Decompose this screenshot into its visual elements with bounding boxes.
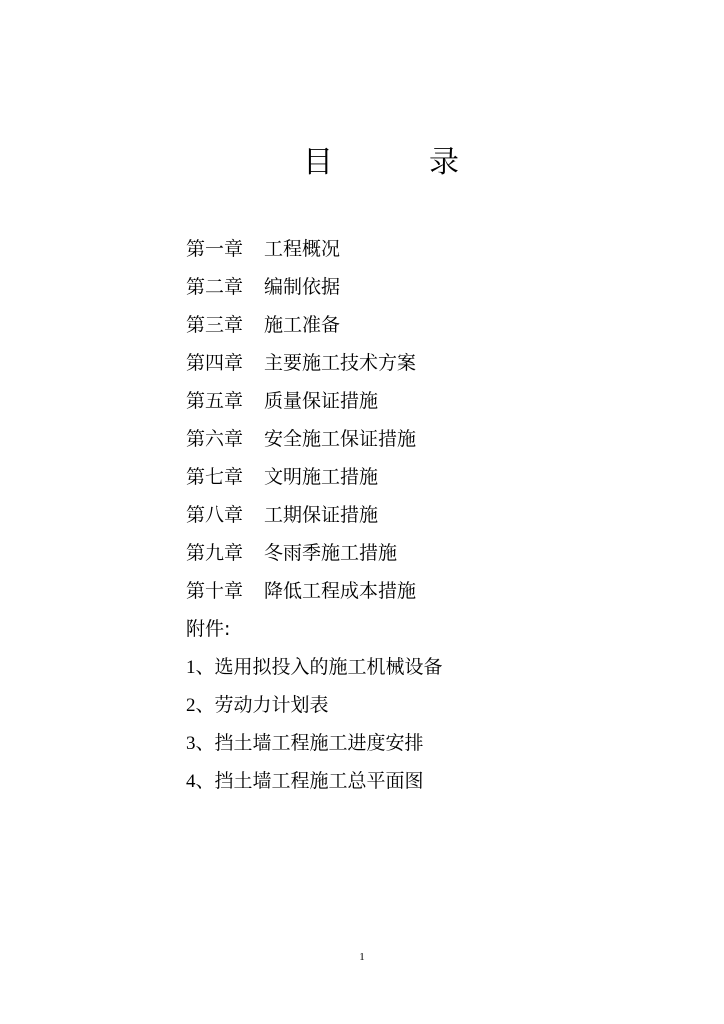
appendix-label: 附件: <box>186 618 231 640</box>
chapter-number: 第八章 <box>186 504 244 526</box>
chapter-number: 第十章 <box>186 580 244 602</box>
toc-entry-chapter-4 <box>186 344 606 382</box>
appendix-item-text: 劳动力计划表 <box>214 694 329 716</box>
appendix-item-separator: 、 <box>195 656 215 678</box>
toc-entry-chapter-2 <box>186 268 606 306</box>
chapter-number: 第四章 <box>186 352 244 374</box>
appendix-item-2 <box>186 686 606 724</box>
appendix-item-text: 挡土墙工程施工进度安排 <box>214 732 424 754</box>
toc-entry-chapter-7 <box>186 458 606 496</box>
appendix-item-number: 2 <box>186 695 196 716</box>
chapter-number: 第五章 <box>186 390 244 412</box>
chapter-title: 文明施工措施 <box>264 466 379 488</box>
appendix-item-separator: 、 <box>195 694 215 716</box>
chapter-number: 第三章 <box>186 314 244 336</box>
toc-entry-chapter-9 <box>186 534 606 572</box>
appendix-item-separator: 、 <box>195 770 215 792</box>
appendix-item-text: 选用拟投入的施工机械设备 <box>214 656 443 678</box>
appendix-item-separator: 、 <box>195 732 215 754</box>
appendix-item-4 <box>186 762 606 800</box>
page-number: 1 <box>359 951 365 963</box>
appendix-item-1 <box>186 648 606 686</box>
table-of-contents <box>186 230 606 800</box>
toc-title-char-1: 目 <box>303 145 333 180</box>
chapter-number: 第七章 <box>186 466 244 488</box>
chapter-number: 第九章 <box>186 542 244 564</box>
chapter-title: 冬雨季施工措施 <box>264 542 398 564</box>
chapter-number: 第一章 <box>186 238 244 260</box>
toc-entry-chapter-3 <box>186 306 606 344</box>
appendix-item-text: 挡土墙工程施工总平面图 <box>214 770 424 792</box>
chapter-number: 第二章 <box>186 276 244 298</box>
chapter-title: 工期保证措施 <box>264 504 379 526</box>
appendix-item-number: 4 <box>186 771 196 792</box>
chapter-title: 质量保证措施 <box>264 390 379 412</box>
chapter-title: 工程概况 <box>264 238 341 260</box>
appendix-item-3 <box>186 724 606 762</box>
chapter-title: 编制依据 <box>264 276 341 298</box>
toc-title-char-2: 录 <box>429 145 459 180</box>
chapter-number: 第六章 <box>186 428 244 450</box>
toc-entry-chapter-6 <box>186 420 606 458</box>
chapter-title: 安全施工保证措施 <box>264 428 417 450</box>
appendix-item-number: 3 <box>186 733 196 754</box>
appendix-item-number: 1 <box>186 657 196 678</box>
chapter-title: 降低工程成本措施 <box>264 580 417 602</box>
chapter-title: 主要施工技术方案 <box>264 352 417 374</box>
chapter-title: 施工准备 <box>264 314 341 336</box>
toc-entry-chapter-1 <box>186 230 606 268</box>
toc-entry-chapter-5 <box>186 382 606 420</box>
toc-entry-chapter-10 <box>186 572 606 610</box>
toc-entry-chapter-8 <box>186 496 606 534</box>
toc-title <box>0 143 724 183</box>
